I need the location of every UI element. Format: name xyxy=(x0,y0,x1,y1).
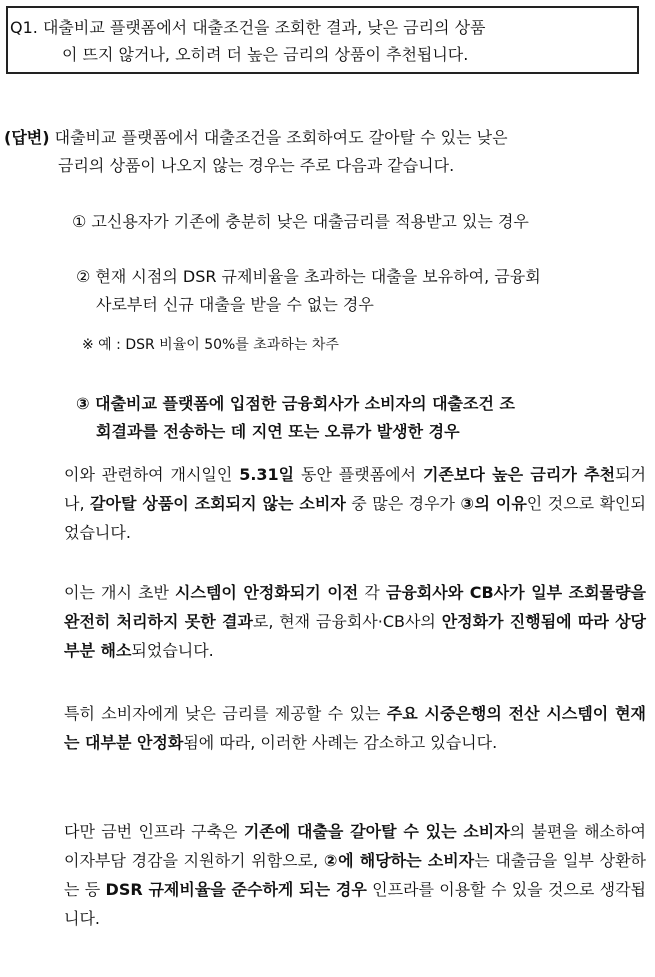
paragraph-2 xyxy=(64,578,646,665)
list-item-2 xyxy=(76,263,541,319)
p4-text-3: 는 대출금을 일부 상환하는 등 xyxy=(64,851,646,899)
item-1-number: ① xyxy=(72,212,87,231)
p4-text-2: 의 불편을 해소하여 이자부담 경감을 지원하기 위함으로, xyxy=(64,822,646,870)
answer-label: (답변) xyxy=(4,128,50,147)
list-item-1 xyxy=(72,208,529,236)
p2-bold-3: 안정화가 진행됨에 따라 상당 부분 해소 xyxy=(64,612,647,660)
p3-bold-1: 주요 시중은행의 전산 시스템이 현재는 대부분 안정화 xyxy=(64,704,647,752)
p1-bold-1: 5.31일 xyxy=(239,465,295,484)
list-item-3 xyxy=(76,390,515,446)
answer-line-1: 대출비교 플랫폼에서 대출조건을 조회하여도 갈아탈 수 있는 낮은 xyxy=(49,128,508,147)
p4-text-1: 다만 금번 인프라 구축은 xyxy=(64,822,244,841)
item-3-line-1: 대출비교 플랫폼에 입점한 금융회사가 소비자의 대출조건 조 xyxy=(89,394,515,413)
p1-text-4: 중 많은 경우가 xyxy=(345,494,461,513)
item-2-line-1: 현재 시점의 DSR 규제비율을 초과하는 대출을 보유하여, 금융회 xyxy=(90,267,541,286)
example-note: ※ 예 : DSR 비율이 50%를 초과하는 차주 xyxy=(82,337,339,353)
paragraph-3 xyxy=(64,699,646,757)
p2-text-4: 되었습니다. xyxy=(131,641,214,660)
p2-text-1: 이는 개시 초반 xyxy=(64,583,176,602)
item-1-text: 고신용자가 기존에 충분히 낮은 대출금리를 적용받고 있는 경우 xyxy=(86,212,529,231)
answer-intro xyxy=(4,124,646,180)
p1-bold-2: 기존보다 높은 금리가 추천 xyxy=(422,465,616,484)
p4-bold-1: 기존에 대출을 갈아탈 수 있는 소비자 xyxy=(243,822,510,841)
question-line-2: 이 뜨지 않거나, 오히려 더 높은 금리의 상품이 추천됩니다. xyxy=(62,45,469,64)
p2-text-3: 로, 현재 금융회사·CB사의 xyxy=(252,612,442,631)
p4-text-4: 인프라를 이용할 수 있을 것으로 생각됩니다. xyxy=(64,880,646,928)
answer-line-2: 금리의 상품이 나오지 않는 경우는 주로 다음과 같습니다. xyxy=(58,156,455,175)
paragraph-1 xyxy=(64,460,646,547)
p1-text-5: 인 것으로 확인되었습니다. xyxy=(64,494,646,542)
p1-text-3: 되거나, xyxy=(64,465,646,513)
item-3-line-2: 회결과를 전송하는 데 지연 또는 오류가 발생한 경우 xyxy=(96,422,460,441)
paragraph-4 xyxy=(64,817,646,933)
p1-text-2: 동안 플랫폼에서 xyxy=(294,465,423,484)
p3-text-1: 특히 소비자에게 낮은 금리를 제공할 수 있는 xyxy=(64,704,387,723)
p1-bold-3: 갈아탈 상품이 조회되지 않는 소비자 xyxy=(90,494,346,513)
p2-bold-2: 금융회사와 CB사가 일부 조회물량을 완전히 처리하지 못한 결과 xyxy=(64,583,646,631)
p4-bold-2: ②에 해당하는 소비자 xyxy=(323,851,475,870)
p2-text-2: 각 xyxy=(358,583,386,602)
question-line-1: Q1. 대출비교 플랫폼에서 대출조건을 조회한 결과, 낮은 금리의 상품 xyxy=(10,18,486,37)
item-2-number: ② xyxy=(76,267,91,286)
question-box xyxy=(6,6,639,74)
p1-bold-4: ③의 이유 xyxy=(460,494,527,513)
item-3-number: ③ xyxy=(76,394,90,413)
item-2-line-2: 사로부터 신규 대출을 받을 수 없는 경우 xyxy=(96,295,374,314)
p1-text-1: 이와 관련하여 개시일인 xyxy=(64,465,240,484)
p3-text-2: 됨에 따라, 이러한 사례는 감소하고 있습니다. xyxy=(183,733,498,752)
p4-bold-3: DSR 규제비율을 준수하게 되는 경우 xyxy=(105,880,367,899)
p2-bold-1: 시스템이 안정화되기 이전 xyxy=(175,583,359,602)
